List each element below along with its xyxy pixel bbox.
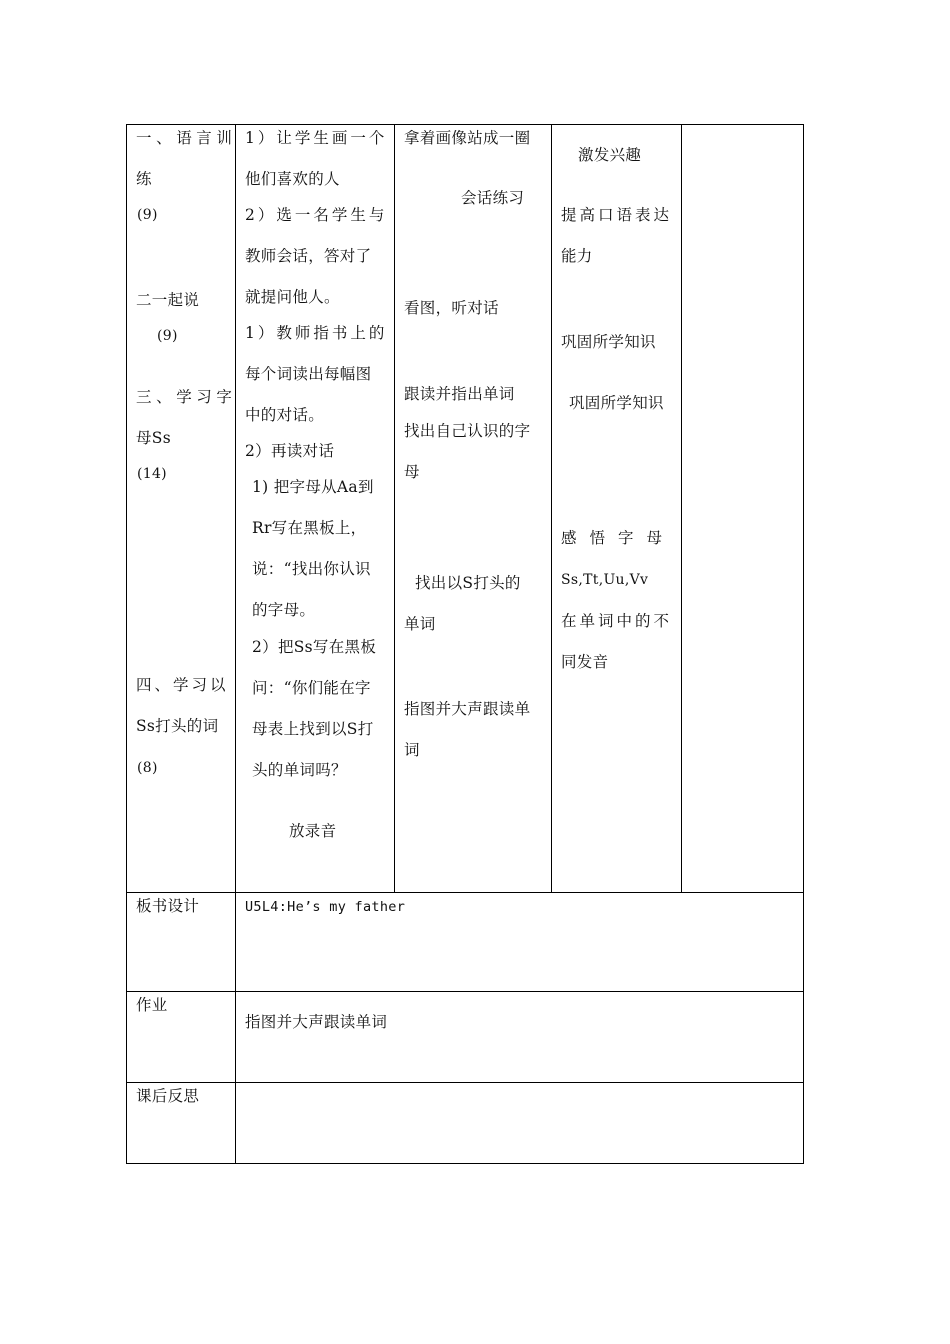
step3-title-cont: 母Ss xyxy=(136,429,171,447)
purpose-line: 巩固所学知识 xyxy=(561,333,656,351)
purpose-line: 巩固所学知识 xyxy=(569,394,664,412)
purpose-line: Ss,Tt,Uu,Vv xyxy=(561,572,649,588)
teacher-line: 就提问他人。 xyxy=(245,288,340,306)
step4-title: 四、学习以 xyxy=(136,676,229,694)
purpose-line: 能力 xyxy=(561,247,593,265)
teacher-line: 1) 把字母从Aa到 xyxy=(252,478,374,496)
step2-title: 二一起说 xyxy=(136,291,200,309)
teacher-line: 头的单词吗？ xyxy=(252,761,347,779)
step3-time: (14) xyxy=(137,466,167,482)
teacher-line: 母表上找到以S打 xyxy=(252,720,374,738)
teacher-line: 中的对话。 xyxy=(245,406,325,424)
student-line: 词 xyxy=(404,741,420,759)
teacher-line: 说：“找出你认识 xyxy=(252,560,371,578)
step1-time: (9) xyxy=(137,207,158,223)
student-line: 看图，听对话 xyxy=(404,299,499,317)
step1-title: 一、语言训 xyxy=(136,129,237,147)
step4-time: (8) xyxy=(137,760,158,776)
step2-time: (9) xyxy=(157,328,178,344)
student-line: 找出以S打头的 xyxy=(415,574,521,592)
teacher-line: 1）让学生画一个 xyxy=(245,129,388,147)
teacher-line: 2）把Ss写在黑板 xyxy=(252,638,377,656)
teacher-line: 放录音 xyxy=(289,822,337,840)
teacher-line: 他们喜欢的人 xyxy=(245,170,340,188)
step1-title-cont: 练 xyxy=(136,170,152,188)
teacher-line: 2）再读对话 xyxy=(245,442,335,460)
student-line: 会话练习 xyxy=(461,189,525,207)
board-design-content: U5L4:He’s my father xyxy=(245,899,406,915)
student-line: 指图并大声跟读单 xyxy=(404,700,531,718)
purpose-line: 在单词中的不 xyxy=(561,612,673,630)
student-line: 母 xyxy=(404,463,420,481)
teacher-line: 问：“你们能在字 xyxy=(252,679,371,697)
teacher-line: 教师会话，答对了 xyxy=(245,247,372,265)
student-line: 跟读并指出单词 xyxy=(404,385,515,403)
teacher-line: 每个词读出每幅图 xyxy=(245,365,372,383)
step3-title: 三、学习字 xyxy=(136,388,237,406)
teacher-line: Rr写在黑板上， xyxy=(252,519,367,537)
purpose-line: 感悟字母 xyxy=(561,529,676,547)
student-line: 拿着画像站成一圈 xyxy=(404,129,531,147)
purpose-line: 激发兴趣 xyxy=(578,146,642,164)
step4-title-cont: Ss打头的词 xyxy=(136,717,219,735)
teacher-line: 2）选一名学生与 xyxy=(245,206,388,224)
homework-content: 指图并大声跟读单词 xyxy=(245,1013,388,1031)
reflection-label: 课后反思 xyxy=(136,1087,200,1105)
board-design-label: 板书设计 xyxy=(136,897,200,915)
purpose-line: 同发音 xyxy=(561,653,609,671)
student-line: 找出自己认识的字 xyxy=(404,422,531,440)
purpose-line: 提高口语表达 xyxy=(561,206,673,224)
student-line: 单词 xyxy=(404,615,436,633)
teacher-line: 的字母。 xyxy=(252,601,316,619)
homework-label: 作业 xyxy=(136,996,168,1014)
teacher-line: 1）教师指书上的 xyxy=(245,324,388,342)
